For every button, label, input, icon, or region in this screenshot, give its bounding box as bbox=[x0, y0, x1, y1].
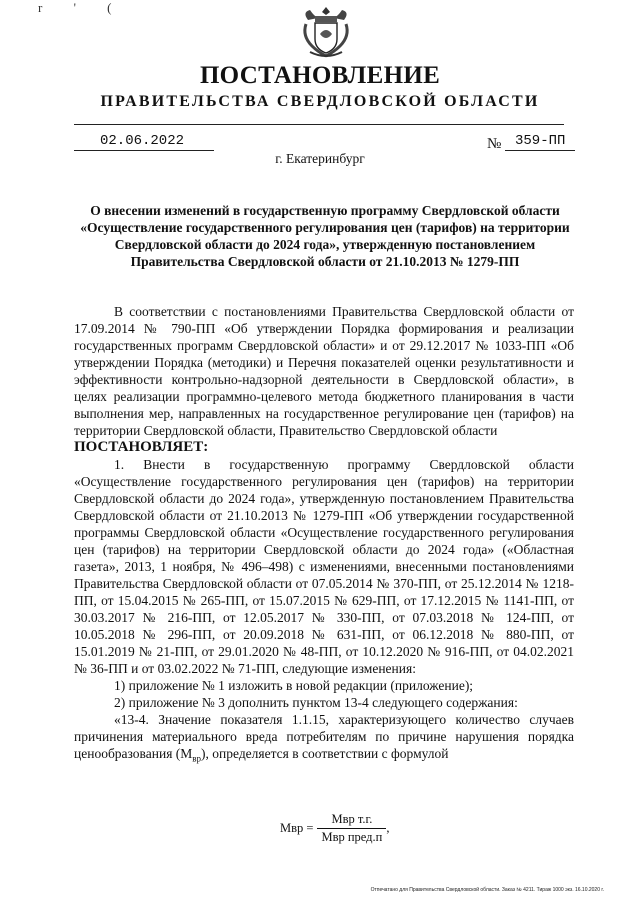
document-title: ПОСТАНОВЛЕНИЕ bbox=[199, 62, 441, 89]
print-footer: Отпечатано для Правительства Свердловской области. Заказ № 4211. Тираж 1000 экз. 16.10.2020 г. bbox=[370, 887, 604, 893]
coat-of-arms-emblem bbox=[300, 4, 352, 62]
document-heading: О внесении изменений в государственную программу Свердловской области «Осуществление государственного регулирования цен (тарифов) на территории Свердловской области до 2024 года», утвержденную постановлением Правительства Свердловской области от 21.10.2013 № 1279-ПП bbox=[80, 203, 570, 269]
subitem-1: 1) приложение № 1 изложить в новой редакции (приложение); bbox=[114, 678, 474, 693]
point-13-4-tail: ), определяется в соответствии с формулой bbox=[201, 746, 449, 761]
formula-trail: , bbox=[386, 821, 390, 835]
preamble-paragraph: В соответствии с постановлениями Правительства Свердловской области от 17.09.2014 № 790-ПП «Об утверждении Порядка формирования и реализации государственных программ Свердловской области» и от 29.12.2017 № 1033-ПП «Об утверждении Порядка (методики) и Перечня показателей оценки результативности и эффективности контрольно-надзорной деятельности в Свердловской области», в целях реализации программно-целевого метода бюджетного планирования в части выполнения мер, направленных на государственное регулирование цен (тарифов) на территории Свердловской области, Правительство Свердловской области bbox=[74, 304, 574, 438]
formula bbox=[280, 812, 389, 845]
subitem-2: 2) приложение № 3 дополнить пунктом 13-4 следующего содержания: bbox=[114, 695, 518, 710]
header-divider bbox=[74, 124, 564, 125]
item-1-paragraph: 1. Внести в государственную программу Свердловской области «Осуществление государственного регулирования цен (тарифов) на территории Свердловской области до 2024 года», утвержденную постановлением Правительства Свердловской области от 21.10.2013 № 1279-ПП «Об утверждении государственной программы Свердловской области «Осуществление государственного регулирования цен (тарифов) на территории Свердловской области до 2024 года» («Областная газета», 2013, 1 ноября, № 496–498) с изменениями, внесенными постановлениями Правительства Свердловской области от 07.05.2014 № 370-ПП, от 25.12.2014 № 1218-ПП, от 15.04.2015 № 265-ПП, от 15.07.2015 № 629-ПП, от 17.12.2015 № 1141-ПП, от 30.03.2017 № 216-ПП, от 12.05.2017 № 330-ПП, от 07.03.2018 № 124-ПП, от 10.05.2018 № 296-ПП, от 20.09.2018 № 631-ПП, от 06.12.2018 № 880-ПП, от 15.01.2019 № 21-ПП, от 29.01.2020 № 48-ПП, от 10.12.2020 № 916-ПП, от 04.02.2021 № 36-ПП и от 03.02.2022 № 71-ПП, следующие изменения: bbox=[74, 457, 574, 676]
formula-fraction bbox=[317, 812, 386, 845]
formula-numerator: Мвр т.г. bbox=[331, 812, 373, 826]
handwritten-marks: r ' ( bbox=[38, 0, 126, 15]
formula-denominator: Мвр пред.п bbox=[321, 830, 383, 844]
city: г. Екатеринбург bbox=[275, 151, 365, 166]
document-date: 02.06.2022 bbox=[100, 133, 185, 149]
point-13-4 bbox=[74, 711, 574, 768]
point-13-4-text: «13-4. Значение показателя 1.1.15, характеризующего количество случаев причинения материального вреда потребителям по причине нарушения порядка ценообразования (М bbox=[74, 712, 574, 761]
document-body bbox=[74, 303, 574, 768]
issuer-subtitle: ПРАВИТЕЛЬСТВА СВЕРДЛОВСКОЙ ОБЛАСТИ bbox=[100, 93, 540, 110]
document-number: 359-ПП bbox=[515, 133, 566, 149]
decree-word: ПОСТАНОВЛЯЕТ: bbox=[74, 439, 209, 455]
number-sign: № bbox=[487, 136, 502, 152]
point-13-4-subscript: вр bbox=[192, 753, 202, 764]
formula-lhs: Мвр = bbox=[280, 821, 314, 835]
